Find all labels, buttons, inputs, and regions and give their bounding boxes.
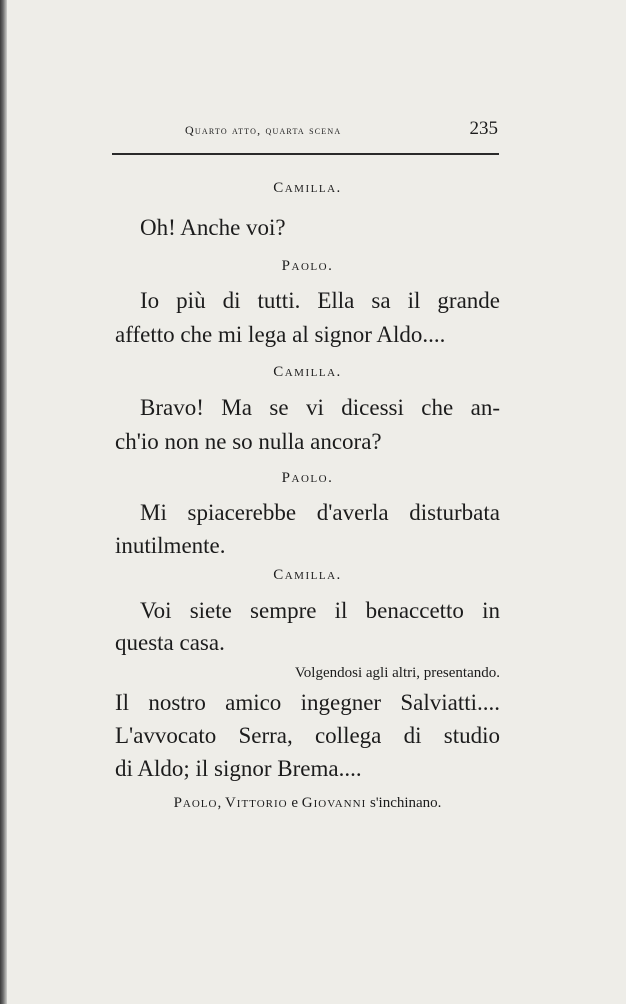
dialogue-line: Il nostro amico ingegner Salviatti....: [115, 690, 500, 715]
separator: e: [287, 795, 302, 811]
stage-direction: Volgendosi agli altri, presentando.: [294, 665, 500, 681]
speaker-name: Camilla.: [273, 180, 342, 196]
page-number: 235: [469, 118, 498, 139]
dialogue-line: questa casa.: [115, 630, 225, 655]
page-binding-edge: [0, 0, 7, 1004]
dialogue-line: ch'io non ne so nulla ancora?: [115, 429, 382, 454]
character-name: Paolo: [173, 795, 218, 811]
dialogue-line: di Aldo; il signor Brema....: [115, 756, 362, 781]
closing-stage-direction: [115, 795, 500, 812]
character-name: Vittorio: [224, 795, 288, 811]
dialogue-line: L'avvocato Serra, collega di studio: [115, 723, 500, 748]
dialogue-line: inutilmente.: [115, 533, 226, 558]
separator: ,: [217, 795, 225, 811]
speaker-name: Paolo.: [281, 258, 334, 274]
dialogue-line: Io più di tutti. Ella sa il grande: [140, 288, 500, 313]
character-name: Giovanni: [301, 795, 367, 811]
running-title: Quarto atto, quarta scena: [185, 123, 342, 137]
dialogue-line: Oh! Anche voi?: [140, 215, 286, 240]
dialogue-line: Bravo! Ma se vi dicessi che an-: [140, 395, 500, 420]
speaker-name: Paolo.: [281, 470, 334, 486]
dialogue-line: affetto che mi lega al signor Aldo....: [115, 322, 446, 347]
dialogue-line: Voi siete sempre il benaccetto in: [140, 598, 500, 623]
dialogue-line: Mi spiacerebbe d'averla disturbata: [140, 500, 500, 525]
speaker-name: Camilla.: [273, 567, 342, 583]
play-text: [115, 0, 500, 1004]
speaker-name: Camilla.: [273, 364, 342, 380]
action-text: s'inchinano.: [366, 795, 442, 811]
